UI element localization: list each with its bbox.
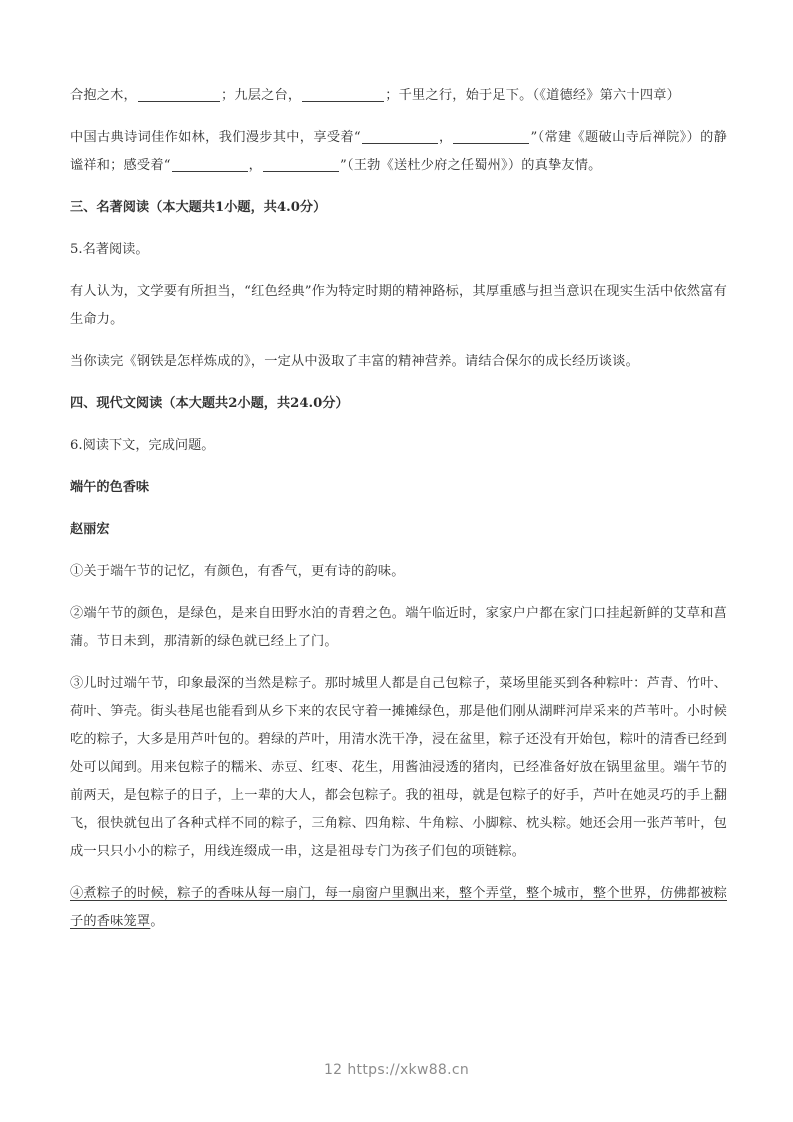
fill-blank-2-segment-1: 中国古典诗词佳作如林，我们漫步其中，享受着“ [70,130,361,145]
fill-in-blank-item-1 [70,82,727,110]
answer-blank-3[interactable] [362,129,438,144]
answer-blank-1[interactable] [138,87,220,102]
answer-blank-4[interactable] [453,129,529,144]
answer-blank-5[interactable] [172,157,248,172]
article-paragraph-4-period: 。 [150,914,164,929]
answer-blank-6[interactable] [263,157,339,172]
page-number: 12 [323,1062,343,1078]
article-paragraph-4 [70,880,727,936]
question-5-paragraph-2: 当你读完《钢铁是怎样炼成的》，一定从中汲取了丰富的精神营养。请结合保尔的成长经历谈谈。 [70,354,640,369]
question-5-paragraph-1: 有人认为，文学要有所担当，“红色经典”作为特定时期的精神路标，其厚重感与担当意识在现实生活中依然富有生命力。 [70,284,727,327]
article-paragraph-3: ③儿时过端午节，印象最深的当然是粽子。那时城里人都是自己包粽子，菜场里能买到各种粽叶：芦青、竹叶、荷叶、笋壳。街头巷尾也能看到从乡下来的农民守着一摊摊绿色，那是他们刚从湖畔河岸采来的芦苇叶。小时候吃的粽子，大多是用芦叶包的。碧绿的芦叶，用清水洗干净，浸在盆里，粽子还没有开始包，粽叶的清香已经到处可以闻到。用来包粽子的糯米、赤豆、红枣、花生，用酱油浸透的猪肉，已经准备好放在锅里盆里。端午节的前两天，是包粽子的日子，上一辈的大人，都会包粽子。我的祖母，就是包粽子的好手，芦叶在她灵巧的手上翻飞，很快就包出了各种式样不同的粽子，三角粽、四角粽、牛角粽、小脚粽、枕头粽。她还会用一张芦苇叶，包成一只只小小的粽子，用线连缀成一串，这是祖母专门为孩子们包的项链粽。 [70,676,727,859]
section-heading-3: 三、名著阅读（本大题共1小题，共4.0分） [70,200,327,215]
article-author: 赵丽宏 [70,522,110,537]
fill-blank-2-segment-2: ， [438,130,453,145]
fill-in-blank-item-2 [70,124,727,180]
article-paragraph-1: ①关于端午节的记忆，有颜色，有香气，更有诗的韵味。 [70,564,405,579]
question-6-number: 6.阅读下文，完成问题。 [70,438,215,453]
fill-blank-1-segment-1: 合抱之木， [70,88,137,103]
article-paragraph-2: ②端午节的颜色，是绿色，是来自田野水泊的青碧之色。端午临近时，家家户户都在家门口挂起新鲜的艾草和菖蒲。节日未到，那清新的绿色就已经上了门。 [70,606,727,649]
footer-url: https://xkw88.cn [347,1062,470,1078]
page-content [70,82,727,950]
fill-blank-2-segment-4: ， [248,158,263,173]
answer-blank-2[interactable] [302,87,384,102]
article-title: 端午的色香味 [70,480,150,495]
question-5-number: 5.名著阅读。 [70,242,149,257]
fill-blank-2-segment-3: ”（常建《题破山寺后禅院》）的静谧祥和；感受着“ [70,130,727,173]
article-paragraph-4-underlined-text: ④煮粽子的时候，粽子的香味从每一扇门，每一扇窗户里飘出来，整个弄堂，整个城市，整个世界，仿佛都被粽子的香味笼罩 [70,886,727,929]
section-heading-4: 四、现代文阅读（本大题共2小题，共24.0分） [70,396,349,411]
page-footer [0,1062,793,1078]
fill-blank-2-segment-5: ”（王勃《送杜少府之任蜀州》）的真挚友情。 [340,158,602,173]
fill-blank-1-segment-3: ；千里之行，始于足下。（《道德经》第六十四章） [385,88,680,103]
fill-blank-1-segment-2: ；九层之台， [220,88,302,103]
